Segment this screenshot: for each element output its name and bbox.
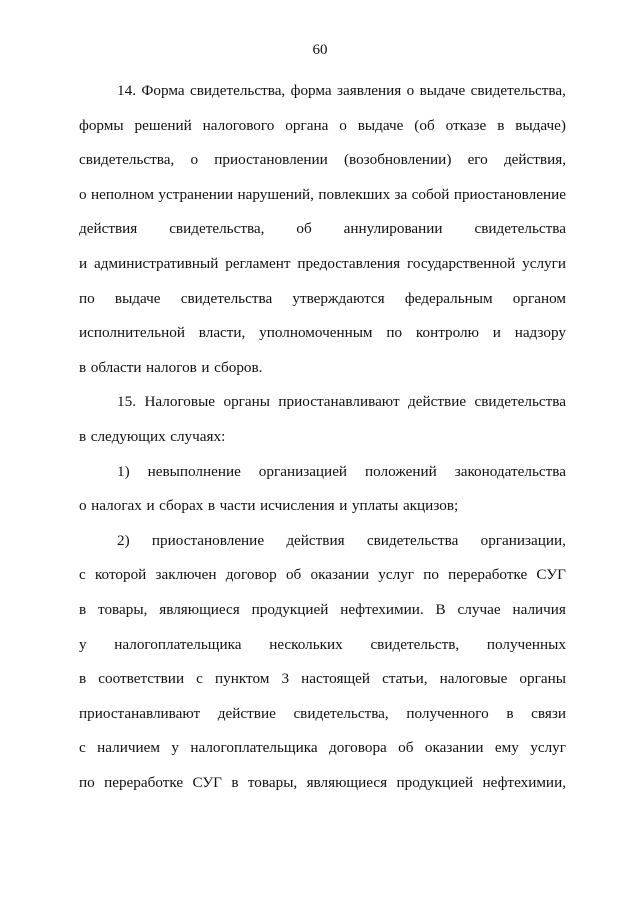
word: о bbox=[79, 497, 87, 515]
word: форма bbox=[290, 82, 332, 99]
text-line bbox=[79, 113, 566, 148]
word: неполном bbox=[90, 185, 154, 203]
word: невыполнение bbox=[147, 462, 241, 480]
word: наличия bbox=[512, 600, 566, 618]
word: с bbox=[79, 566, 86, 584]
word: налоговые bbox=[439, 670, 508, 688]
word: полученных bbox=[486, 635, 566, 653]
word: выдаче bbox=[357, 116, 404, 134]
word: СУГ bbox=[192, 773, 222, 791]
word: СУГ bbox=[536, 566, 566, 584]
word: аннулировании bbox=[343, 220, 443, 238]
text-line bbox=[79, 424, 566, 459]
word: об bbox=[285, 566, 302, 584]
word: по bbox=[79, 773, 95, 791]
word: договора bbox=[329, 739, 387, 757]
word: организации, bbox=[480, 531, 566, 549]
word: устранении bbox=[158, 185, 234, 203]
word: переработке bbox=[104, 773, 184, 791]
word: органом bbox=[512, 289, 566, 307]
word: статьи, bbox=[382, 670, 428, 688]
word: приостановление bbox=[151, 531, 265, 549]
word: о bbox=[190, 151, 199, 169]
word: повлекших bbox=[318, 185, 391, 203]
word: предоставления bbox=[297, 254, 401, 272]
text-line bbox=[79, 320, 566, 355]
text-line bbox=[79, 528, 566, 563]
word: действие bbox=[408, 393, 467, 411]
word: действие bbox=[217, 704, 276, 722]
word: следующих bbox=[90, 427, 166, 445]
word: заключен bbox=[155, 566, 217, 584]
word: с bbox=[79, 739, 86, 757]
word: с bbox=[196, 670, 203, 688]
text-line bbox=[79, 597, 566, 632]
text-line bbox=[79, 251, 566, 286]
word: товары, bbox=[247, 773, 298, 791]
word: органы bbox=[223, 393, 270, 411]
word: услуги bbox=[522, 254, 566, 272]
word: которой bbox=[94, 566, 147, 584]
word: (возобновлении) bbox=[343, 151, 452, 169]
word: исполнительной bbox=[79, 324, 185, 342]
word: и bbox=[201, 358, 210, 376]
word: соответствии bbox=[98, 670, 185, 688]
word: приостановлении bbox=[214, 151, 328, 169]
text-line bbox=[79, 286, 566, 321]
word: переработке bbox=[448, 566, 528, 584]
word: регламент bbox=[225, 254, 291, 272]
word: о bbox=[406, 82, 415, 99]
word: и bbox=[146, 497, 155, 515]
word: решений bbox=[134, 116, 192, 134]
text-line bbox=[79, 632, 566, 667]
word: в bbox=[79, 358, 87, 376]
word: выдаче) bbox=[515, 116, 566, 134]
word: административный bbox=[94, 254, 219, 272]
text-line bbox=[79, 666, 566, 701]
word: действия, bbox=[503, 151, 566, 169]
word: являющиеся bbox=[159, 600, 240, 618]
word: заявления bbox=[337, 82, 402, 99]
word: свидетельства, bbox=[169, 220, 265, 238]
word: свидетельства, bbox=[293, 704, 389, 722]
word: у bbox=[171, 739, 179, 757]
word: услуг bbox=[378, 566, 415, 584]
word: законодательства bbox=[454, 462, 566, 480]
word: об bbox=[398, 739, 414, 757]
word: о bbox=[339, 116, 347, 134]
word: приостанавливают bbox=[278, 393, 400, 411]
word: действия bbox=[286, 531, 345, 549]
word: услуг bbox=[530, 739, 566, 757]
word: договор bbox=[225, 566, 277, 584]
word: случае bbox=[457, 600, 501, 618]
word: исчисления bbox=[260, 497, 335, 515]
word: контролю bbox=[415, 324, 479, 342]
word: и bbox=[339, 497, 348, 515]
word: оказании bbox=[424, 739, 484, 757]
text-line bbox=[79, 147, 566, 182]
word: нефтехимии, bbox=[482, 773, 566, 791]
word: по bbox=[79, 289, 95, 307]
word: продукцией bbox=[251, 600, 329, 618]
word: Форма bbox=[141, 82, 185, 99]
word: части bbox=[219, 497, 256, 515]
word: 2) bbox=[117, 531, 130, 549]
word: ему bbox=[494, 739, 519, 757]
word: в bbox=[497, 116, 505, 134]
word: действия bbox=[79, 220, 138, 238]
text-line bbox=[79, 562, 566, 597]
word: в bbox=[79, 427, 87, 445]
word: акцизов; bbox=[402, 497, 459, 515]
word: уполномоченным bbox=[259, 324, 373, 342]
word: государственной bbox=[407, 254, 516, 272]
text-line bbox=[79, 735, 566, 770]
word: в bbox=[79, 670, 87, 688]
word: нефтехимии. bbox=[340, 600, 424, 618]
word: нескольких bbox=[269, 635, 343, 653]
word: органа bbox=[285, 116, 329, 134]
word: свидетельства, bbox=[79, 151, 175, 169]
text-line bbox=[79, 216, 566, 251]
word: связи bbox=[531, 704, 566, 722]
word: в bbox=[207, 497, 216, 515]
word: выдаче bbox=[419, 82, 466, 99]
word: утверждаются bbox=[292, 289, 385, 307]
word: приостанавливают bbox=[79, 704, 201, 722]
word: налогового bbox=[202, 116, 275, 134]
word: наличием bbox=[97, 739, 160, 757]
word: уплаты bbox=[351, 497, 399, 515]
word: свидетельства bbox=[474, 393, 566, 411]
word: органы bbox=[519, 670, 566, 688]
word: В bbox=[435, 600, 446, 618]
word: налогов bbox=[146, 358, 197, 376]
word: федеральным bbox=[404, 289, 493, 307]
text-line bbox=[79, 493, 566, 528]
word: свидетельств, bbox=[370, 635, 460, 653]
word: продукцией bbox=[396, 773, 474, 791]
word: отказе bbox=[445, 116, 487, 134]
word: налогах bbox=[91, 497, 142, 515]
word: выдаче bbox=[114, 289, 161, 307]
word: свидетельства bbox=[366, 531, 459, 549]
word: свидетельства, bbox=[470, 82, 566, 99]
word: положений bbox=[365, 462, 437, 480]
word: нарушений, bbox=[237, 185, 314, 203]
word: сборах bbox=[159, 497, 204, 515]
word: пунктом bbox=[214, 670, 270, 688]
word: свидетельства bbox=[474, 220, 566, 238]
text-line bbox=[79, 770, 566, 805]
word: налогоплательщика bbox=[114, 635, 242, 653]
word: об bbox=[296, 220, 312, 238]
word: формы bbox=[79, 116, 124, 134]
word: настоящей bbox=[301, 670, 371, 688]
word: случаях: bbox=[170, 427, 226, 445]
word: Налоговые bbox=[144, 393, 216, 411]
word: у bbox=[79, 635, 87, 653]
word: по bbox=[423, 566, 439, 584]
word: в bbox=[79, 600, 87, 618]
word: (об bbox=[414, 116, 435, 134]
word: товары, bbox=[98, 600, 148, 618]
text-line bbox=[79, 459, 566, 494]
word: являющиеся bbox=[306, 773, 388, 791]
word: 1) bbox=[117, 462, 130, 480]
word: организацией bbox=[258, 462, 348, 480]
word: приостановление bbox=[453, 185, 566, 203]
word: собой bbox=[411, 185, 450, 203]
document-body bbox=[79, 78, 566, 804]
word: полученного bbox=[406, 704, 489, 722]
text-line bbox=[79, 389, 566, 424]
word: надзору bbox=[514, 324, 566, 342]
word: 3 bbox=[281, 670, 290, 688]
word: сборов. bbox=[214, 358, 263, 376]
word: 15. bbox=[117, 393, 136, 411]
word: и bbox=[79, 254, 88, 272]
word: свидетельства bbox=[180, 289, 273, 307]
word: оказании bbox=[310, 566, 370, 584]
word: налогоплательщика bbox=[190, 739, 318, 757]
text-line bbox=[79, 78, 566, 113]
word: свидетельства, bbox=[189, 82, 286, 99]
word: в bbox=[506, 704, 514, 722]
word: области bbox=[90, 358, 142, 376]
word: в bbox=[231, 773, 239, 791]
word: 14. bbox=[117, 82, 136, 99]
text-line bbox=[79, 355, 566, 390]
page-number: 60 bbox=[312, 42, 328, 58]
word: о bbox=[79, 185, 87, 203]
word: его bbox=[467, 151, 488, 169]
word: по bbox=[386, 324, 403, 342]
text-line bbox=[79, 182, 566, 217]
text-line bbox=[79, 701, 566, 736]
word: за bbox=[394, 185, 408, 203]
word: и bbox=[492, 324, 501, 342]
word: власти, bbox=[198, 324, 246, 342]
